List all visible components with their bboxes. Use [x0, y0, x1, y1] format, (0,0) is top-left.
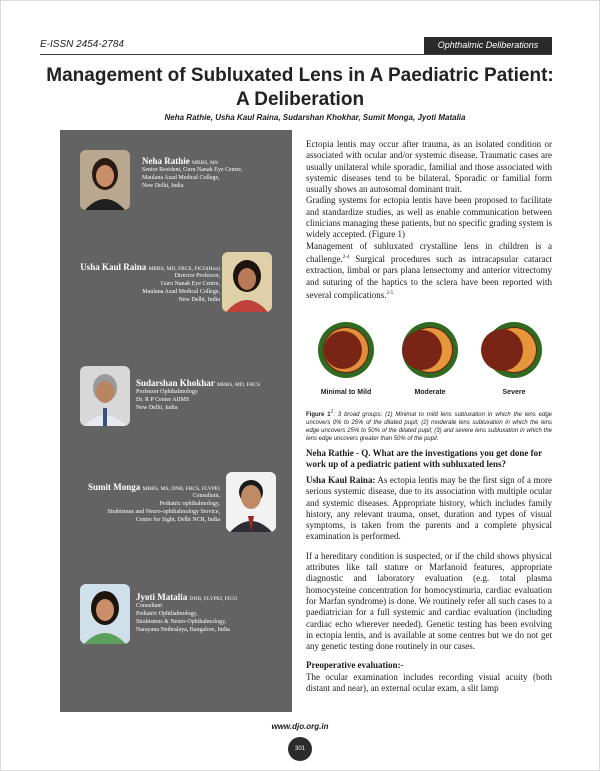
author-line: Narayana Nethralaya, Bangalore, India [136, 627, 230, 633]
paragraph-grading: Grading systems for ectopia lentis have been proposed to facilitate and standardize studies, as well as enable communication between clinicians managing these patients, but no specific grading system is widely accepted. (Figure 1) [306, 195, 552, 240]
author-line: Strabismus & Neuro-Ophthalmology, [136, 619, 227, 625]
page-number: 301 [288, 737, 312, 761]
figure-caption: Figure $1^1$: 3 broad groups: (1) Minimal to mild lens subluxation in which the lens edge uncovers 0% to 25% of the dilated pupil; (2) moderate lens subluxation in which the lens edge uncovers 25% to 50% of the dilated pupil; (3) and severe lens subluxation in which the lens edge uncovers greater than 50% of the pupil. [306, 409, 552, 442]
figure-label-severe: Severe [502, 389, 526, 396]
author-name-1: Neha Rathie MBBS, MS [142, 156, 218, 166]
answer-paragraph-2: If a hereditary condition is suspected, or if the child shows physical attributes like tall stature or Marfanoid features, appropriate diagnostic and laboratory evaluation (e.g. total plasma homocysteine concentration for homocystinuria, cardiac evaluation for Marfan syndrome) is done. We routinely refer all such cases to a paediatrician for a full systemic and cardiac evaluation (including cardiac echo wherever needed). Genetic testing has been evolving in ectopia lentis, and is available at some centres but we do not get any genetic testing done routinely in our cases. [306, 550, 552, 652]
author-name-2: Usha Kaul Raina MBBS, MD, FRCS, FICO(Hon) [80, 262, 220, 272]
author-line: Professor Ophthalmology [136, 389, 198, 395]
answer-paragraph-1: Usha Kaul Raina: As ectopia lentis may be the first sign of a more serious systemic disease, due to its association with multiple ocular and systemic diseases. Appropriate history, which includes family history, any relevant trauma, onset, duration and types of visual symptoms, is taken from the parents and a complete physical examination is performed. [306, 475, 552, 542]
author-degrees-3: MBBS, MD, FRCS [216, 382, 260, 388]
title-line-2: A Deliberation [235, 89, 365, 110]
author-degrees-1: MBBS, MS [192, 160, 218, 166]
author-line: New Delhi, India [142, 183, 184, 189]
author-sidebar [60, 130, 292, 712]
body-text-bottom [306, 475, 552, 694]
issn-label: E-ISSN 2454-2784 [40, 39, 124, 50]
author-line: Centre for Sight, Delhi NCR, India [135, 517, 220, 523]
author-line: Guru Nanak Eye Centre, [160, 281, 220, 287]
figure-1-diagram [306, 312, 552, 404]
eye-severe [481, 322, 542, 378]
title-line-1: Management of Subluxated Lens in A Paediatric Patient: [46, 65, 554, 86]
author-photo-4 [226, 472, 276, 532]
author-byline: Neha Rathie, Usha Kaul Raina, Sudarshan Khokhar, Sumit Monga, Jyoti Matalia [164, 113, 466, 122]
author-name-3: Sudarshan Khokhar MBBS, MD, FRCS [136, 378, 260, 388]
author-line: Pediatric Ophthalmology, [136, 611, 198, 617]
author-degrees-4: MBBS, MS, DNB, FRCS, FLVPEI [142, 486, 220, 492]
figure-1 [306, 312, 552, 404]
author-line: Strabismus and Neuro-ophthalmology Service, [107, 509, 220, 515]
author-line: Maulana Azad Medical College, [142, 175, 220, 181]
author-line: Pediatric ophthalmology, [159, 501, 220, 507]
author-line: Maulana Azad Medical College, [142, 289, 220, 295]
question-heading: Neha Rathie - Q. What are the investigations you get done for work up of a pediatric patient with subluxated lens? [306, 448, 542, 470]
author-degrees-5: DNB, FLVPEI, FICO [189, 596, 238, 602]
author-line: New Delhi, India [178, 297, 220, 303]
author-line: New Delhi, India [136, 405, 178, 411]
author-name-4: Sumit Monga MBBS, MS, DNB, FRCS, FLVPEI [88, 482, 220, 492]
paragraph-intro: Ectopia lentis may occur after trauma, as an isolated condition or associated with ocular and/or systemic disease. Traumatic cases are usually unilateral while sporadic, familial and those associated with systemic diseases tend to be bilateral. Sporadic or familial form usually shows an autosomal dominant trait. [306, 139, 552, 195]
figure-label-minimal: Minimal to Mild [320, 389, 372, 396]
author-photo-1 [80, 150, 130, 210]
preop-paragraph: The ocular examination includes recording visual acuity (both distant and near), an external ocular exam, a slit lamp [306, 671, 552, 694]
header-divider [40, 54, 552, 55]
article-title [30, 64, 570, 112]
footer-url[interactable]: www.djo.org.in [271, 722, 329, 731]
author-photo-2 [222, 252, 272, 312]
author-line: Consultant [136, 603, 163, 609]
author-photo-5 [80, 584, 130, 644]
author-line: Dr. R P Center AIIMS [136, 397, 190, 403]
author-photo-3 [80, 366, 130, 426]
eye-minimal [318, 322, 374, 378]
author-degrees-2: MBBS, MD, FRCS, FICO(Hon) [148, 266, 220, 272]
author-line: Director Professor, [174, 273, 220, 279]
paragraph-management: Management of subluxated crystalline lens in children is a challenge.$^{2-4}$ Surgical procedures such as intracapsular cataract extraction, limbal or pars plana lensectomy and anterior vitrectomy and suturing of the haptics to the sclera have been reported with several complications.$^{2-5}$ [306, 240, 552, 300]
body-text-top [306, 139, 552, 301]
author-line: Consultant, [192, 493, 220, 499]
author-name-5: Jyoti Matalia DNB, FLVPEI, FICO [136, 592, 238, 602]
figure-label-moderate: Moderate [414, 389, 446, 396]
author-line: Senior Resident, Guru Nanak Eye Centre, [142, 167, 243, 173]
eye-moderate [402, 322, 458, 378]
section-tab: Ophthalmic Deliberations [424, 37, 552, 54]
preop-heading: Preoperative evaluation:- [306, 660, 404, 671]
